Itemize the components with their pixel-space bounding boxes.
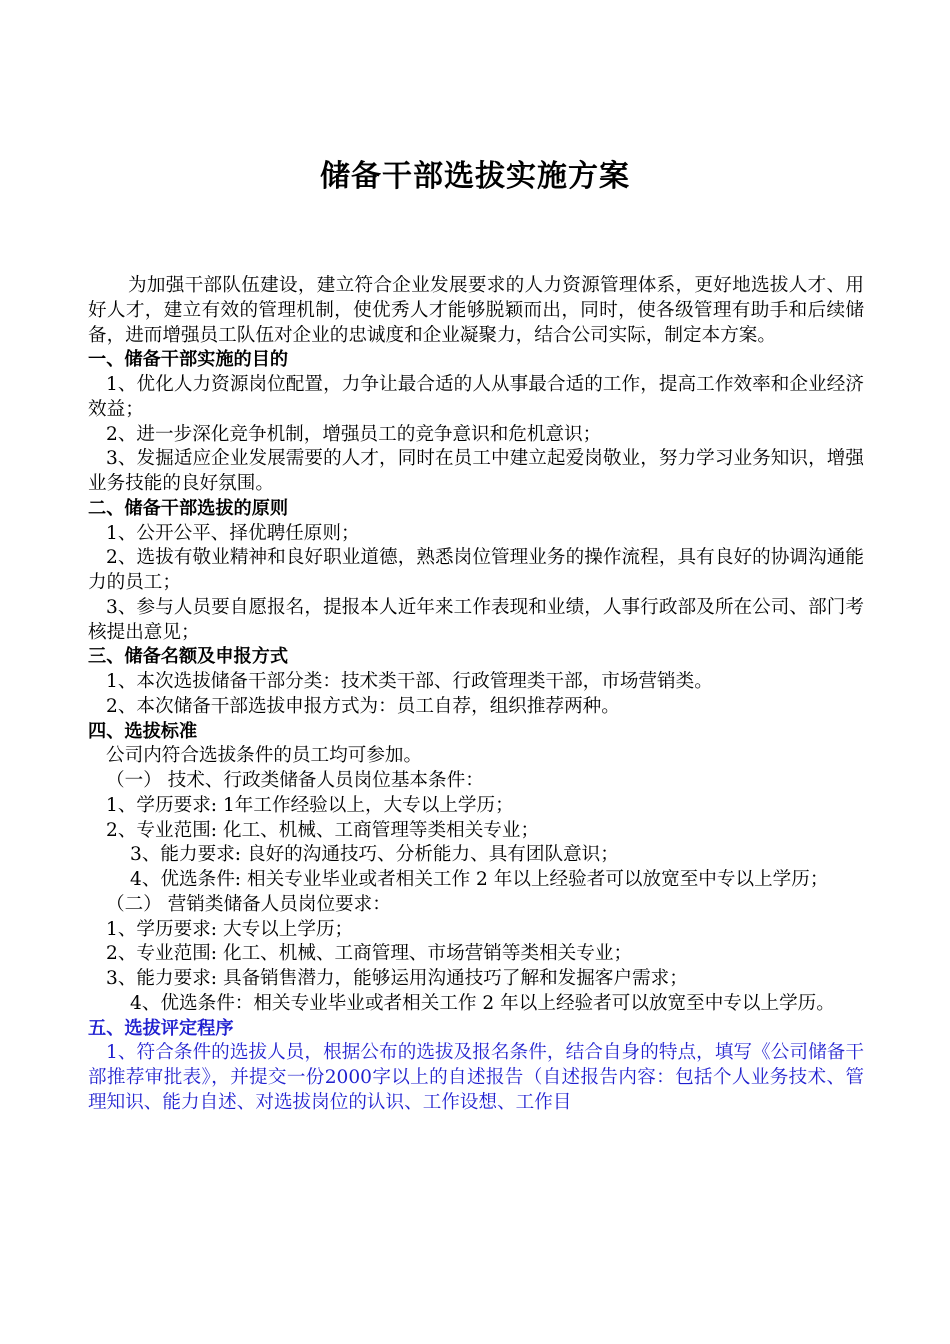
section-1-item-2: 2、进一步深化竞争机制，增强员工的竞争意识和危机意识；	[106, 423, 602, 445]
section-heading-5: 五、选拔评定程序	[88, 1017, 234, 1039]
section-heading-4: 四、选拔标准	[88, 720, 198, 742]
section-4-group-1-item-4: 4、优选条件: 相关专业毕业或者相关工作 2 年以上经验者可以放宽至中专以上学历；	[130, 869, 829, 890]
section-1-item-3: 3、发掘适应企业发展需要的人才，同时在员工中建立起爱岗敬业，努力学习业务知识，增强业务技能的良好氛围。	[88, 448, 864, 494]
section-5-item-1: 1、符合条件的选拔人员，根据公布的选拔及报名条件，结合自身的特点，填写《公司储备干部推荐审批表》，并提交一份2000字以上的自述报告（自述报告内容：包括个人业务技术、管理知识、能力自述、对选拔岗位的认识、工作设想、工作目	[88, 1042, 864, 1113]
section-4-group-1-title: （一） 技术、行政类储备人员岗位基本条件：	[106, 770, 484, 791]
document-title: 储备干部选拔实施方案	[320, 159, 630, 194]
section-4-group-1-item-3: 3、能力要求: 良好的沟通技巧、分析能力、具有团队意识；	[130, 844, 619, 866]
section-4-group-2-item-2: 2、专业范围: 化工、机械、工商管理、市场营销等类相关专业；	[106, 943, 633, 965]
section-2-item-2: 2、选拔有敬业精神和良好职业道德，熟悉岗位管理业务的操作流程，具有良好的协调沟通能力的员工；	[88, 547, 864, 593]
section-4-intro: 公司内符合选拔条件的员工均可参加。	[106, 745, 423, 767]
section-2-item-3: 3、参与人员要自愿报名，提报本人近年来工作表现和业绩，人事行政部及所在公司、部门考核提出意见；	[88, 596, 864, 643]
section-heading-2: 二、储备干部选拔的原则	[88, 497, 289, 519]
section-1-item-1: 1、优化人力资源岗位配置，力争让最合适的人从事最合适的工作，提高工作效率和企业经济效益；	[88, 374, 864, 420]
section-4-group-1-item-2: 2、专业范围: 化工、机械、工商管理等类相关专业；	[106, 819, 540, 841]
section-2-item-1: 1、公开公平、择优聘任原则；	[106, 522, 360, 544]
section-4-group-1-item-1: 1、学历要求: 1年工作经验以上，大专以上学历；	[106, 794, 514, 816]
section-4-group-2-item-1: 1、学历要求: 大专以上学历；	[106, 918, 354, 940]
section-3-item-2: 2、本次储备干部选拔申报方式为：员工自荐，组织推荐两种。	[106, 695, 620, 717]
section-heading-3: 三、储备名额及申报方式	[88, 646, 289, 668]
section-4-group-2-title: （二） 营销类储备人员岗位要求：	[106, 893, 391, 915]
section-heading-1: 一、储备干部实施的目的	[88, 349, 289, 371]
section-4-group-2-item-3: 3、能力要求: 具备销售潜力，能够运用沟通技巧了解和发掘客户需求；	[106, 968, 688, 989]
intro-paragraph: 为加强干部队伍建设，建立符合企业发展要求的人力资源管理体系，更好地选拔人才、用好人才，建立有效的管理机制，使优秀人才能够脱颖而出，同时，使各级管理有助手和后续储备，进而增强员工队伍对企业的忠诚度和企业凝聚力，结合公司实际，制定本方案。	[88, 275, 864, 346]
document-body	[88, 274, 864, 1116]
section-4-group-2-item-4: 4、优选条件：相关专业毕业或者相关工作 2 年以上经验者可以放宽至中专以上学历。	[130, 992, 835, 1014]
section-3-item-1: 1、本次选拔储备干部分类：技术类干部、行政管理类干部，市场营销类。	[106, 671, 713, 692]
